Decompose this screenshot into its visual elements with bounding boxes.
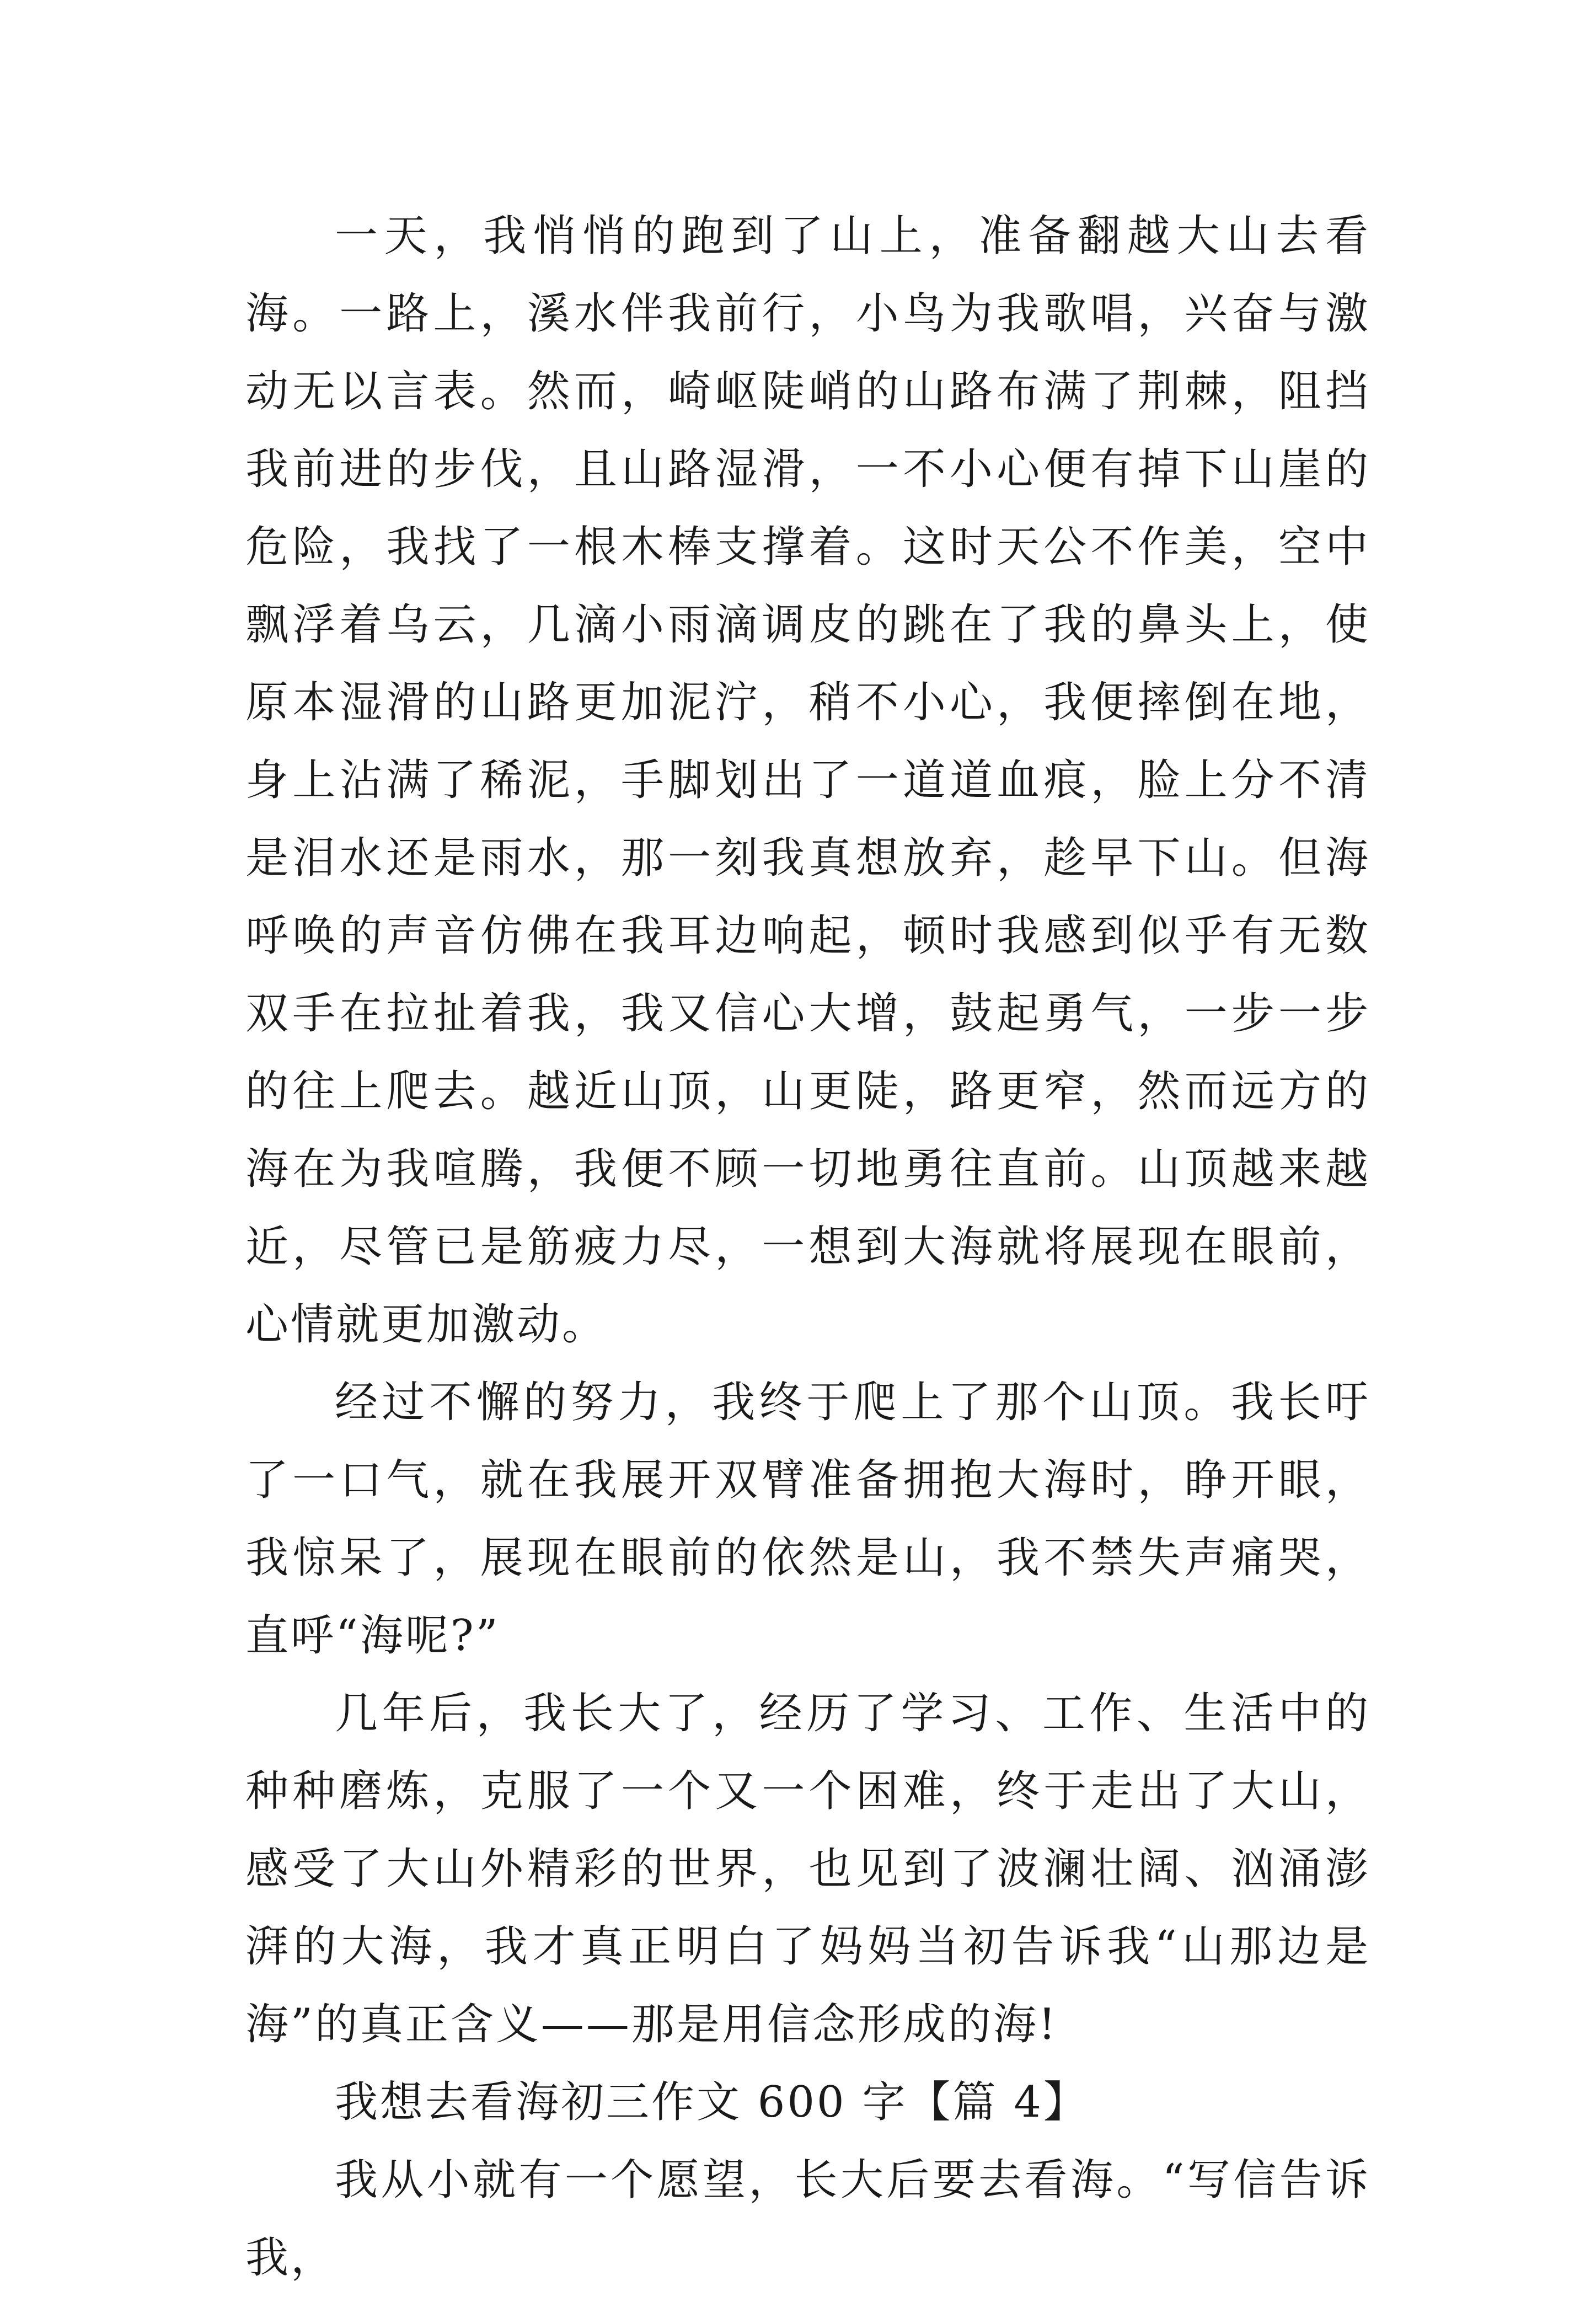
paragraph-3: 几年后，我长大了，经历了学习、工作、生活中的种种磨炼，克服了一个又一个困难，终于走出了大山，感受了大山外精彩的世界，也见到了波澜壮阔、汹涌澎湃的大海，我才真正明白了妈妈当初告诉我“山那边是海”的真正含义——那是用信念形成的海! (245, 1689, 1370, 2049)
section-heading: 我想去看海初三作文 600 字【篇 4】 (335, 2078, 1089, 2127)
paragraph-2: 经过不懈的努力，我终于爬上了那个山顶。我长吁了一口气，就在我展开双臂准备拥抱大海时，睁开眼，我惊呆了，展现在眼前的依然是山，我不禁失声痛哭，直呼“海呢?” (245, 1378, 1370, 1661)
article-body (245, 197, 1370, 2297)
paragraph-4: 我从小就有一个愿望，长大后要去看海。“写信告诉我， (245, 2155, 1370, 2283)
paragraph-1: 一天，我悄悄的跑到了山上，准备翻越大山去看海。一路上，溪水伴我前行，小鸟为我歌唱，兴奋与激动无以言表。然而，崎岖陡峭的山路布满了荆棘，阻挡我前进的步伐，且山路湿滑，一不小心便有掉下山崖的危险，我找了一根木棒支撑着。这时天公不作美，空中飘浮着乌云，几滴小雨滴调皮的跳在了我的鼻头上，使原本湿滑的山路更加泥泞，稍不小心，我便摔倒在地，身上沾满了稀泥，手脚划出了一道道血痕，脸上分不清是泪水还是雨水，那一刻我真想放弃，趁早下山。但海呼唤的声音仿佛在我耳边响起，顿时我感到似乎有无数双手在拉扯着我，我又信心大增，鼓起勇气，一步一步的往上爬去。越近山顶，山更陡，路更窄，然而远方的海在为我喧腾，我便不顾一切地勇往直前。山顶越来越近，尽管已是筋疲力尽，一想到大海就将展现在眼前，心情就更加激动。 (245, 211, 1370, 1350)
